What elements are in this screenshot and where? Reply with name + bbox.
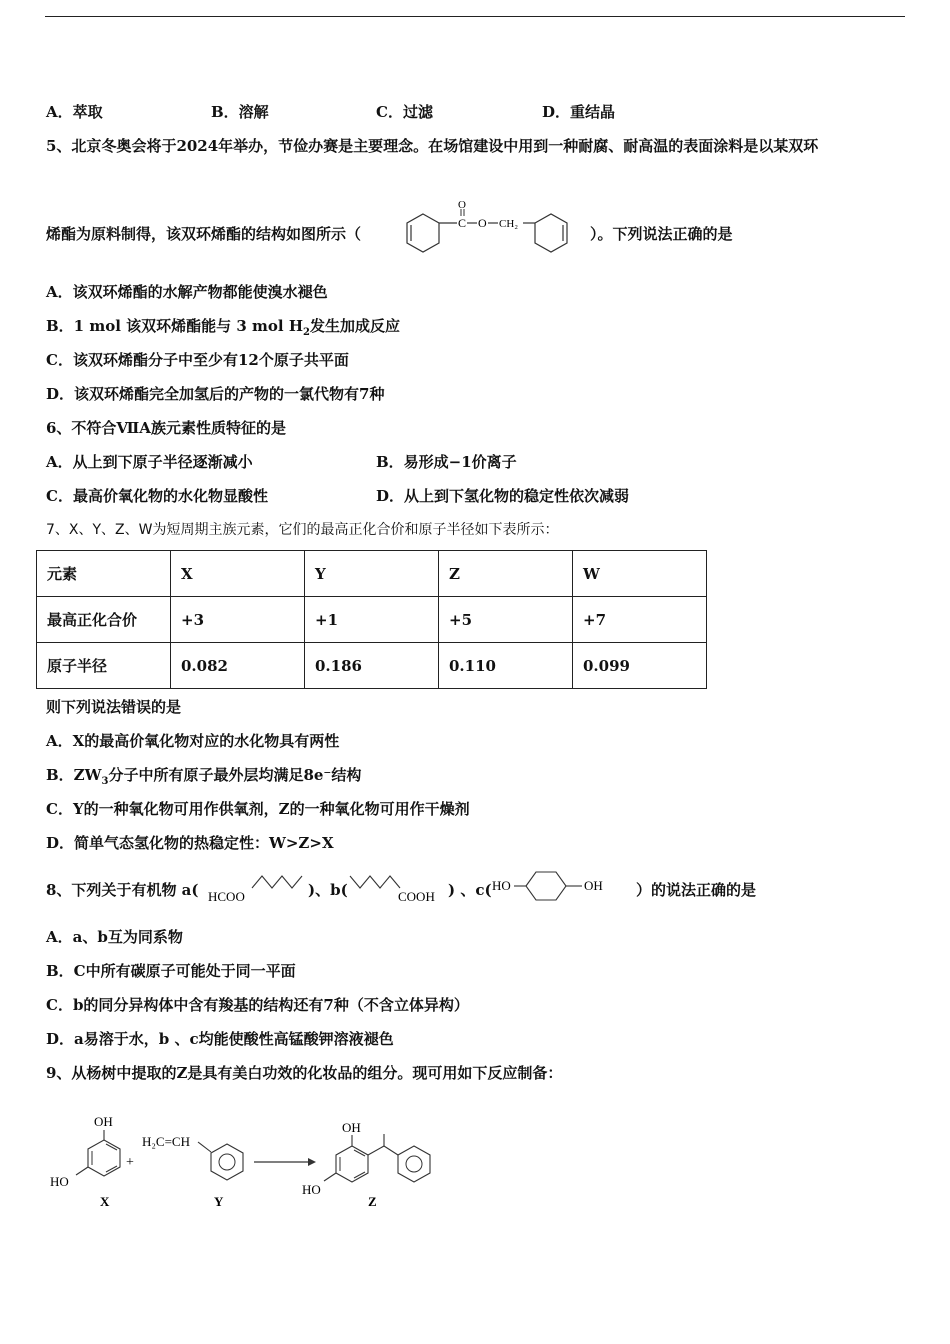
q4-option-a: A．萃取: [46, 103, 103, 121]
q8-structure-a: [206, 868, 306, 906]
table-row: [37, 597, 707, 643]
q7-follow: 则下列说法错误的是: [46, 698, 182, 716]
table-cell: +3: [171, 597, 305, 643]
q9-z-oh: OH: [342, 1120, 361, 1135]
q5-struct-o2: O: [478, 216, 487, 230]
q8-structure-c: [490, 868, 630, 904]
q9-x-oh: OH: [94, 1114, 113, 1129]
q5-ester-structure: [395, 196, 585, 264]
q9-reaction-scheme: [46, 1108, 446, 1218]
q5-struct-o: O: [458, 199, 466, 211]
q8-stem-c: ) 、c(: [448, 881, 492, 899]
q5-struct-ch2: CH₂: [499, 218, 519, 230]
table-cell: 0.186: [305, 643, 439, 689]
table-cell: 0.099: [573, 643, 707, 689]
q5-option-c: C．该双环烯酯分子中至少有12个原子共平面: [46, 351, 349, 369]
q9-x-label: X: [100, 1194, 110, 1209]
q7-option-c: C．Y的一种氧化物可用作供氧剂，Z的一种氧化物可用作干燥剂: [46, 800, 470, 818]
q9-plus: +: [126, 1155, 134, 1170]
q8-b-label: COOH: [398, 889, 435, 904]
q9-y-label: Y: [214, 1194, 224, 1209]
q9-x-ho: HO: [50, 1174, 69, 1189]
q8-c-oh: OH: [584, 878, 603, 893]
q7-table: [36, 550, 707, 689]
q7-option-b: B．$ZW_3$分子中所有原子最外层均满足8e⁻结构: [46, 766, 362, 787]
q8-stem-end: ）的说法正确的是: [636, 881, 757, 899]
table-cell: 最高正化合价: [37, 597, 171, 643]
q6-option-b: B．易形成−1价离子: [376, 453, 517, 471]
q8-option-d: D．a易溶于水，b 、c均能使酸性高锰酸钾溶液褪色: [46, 1030, 394, 1048]
q9-stem: 9、从杨树中提取的Z是具有美白功效的化妆品的组分。现可用如下反应制备：: [46, 1064, 563, 1082]
q8-stem-b: )、b(: [308, 881, 348, 899]
table-row: [37, 643, 707, 689]
q6-option-d: D．从上到下氢化物的稳定性依次减弱: [376, 487, 630, 505]
q8-a-label: HCOO: [208, 889, 245, 904]
table-cell: 原子半径: [37, 643, 171, 689]
q5-option-a: A．该双环烯酯的水解产物都能使溴水褪色: [46, 283, 328, 301]
q5-stem-line2a: 烯酯为原料制得，该双环烯酯的结构如图所示（: [46, 225, 362, 243]
q6-option-c: C．最高价氧化物的水化物显酸性: [46, 487, 268, 505]
q9-y-formula: H₂C=CH: [142, 1134, 190, 1149]
q7-option-d: D．简单气态氢化物的热稳定性：W>Z>X: [46, 834, 334, 852]
q6-stem: 6、不符合ⅦA族元素性质特征的是: [46, 419, 286, 437]
q7-option-a: A．X的最高价氧化物对应的水化物具有两性: [46, 732, 340, 750]
table-cell: +1: [305, 597, 439, 643]
table-cell: Z: [439, 551, 573, 597]
table-cell: W: [573, 551, 707, 597]
table-row: [37, 551, 707, 597]
header-rule: [45, 16, 905, 17]
table-cell: X: [171, 551, 305, 597]
q8-c-ho: HO: [492, 878, 511, 893]
q8-structure-b: [348, 868, 448, 906]
table-cell: 元素: [37, 551, 171, 597]
q5-stem-line2b: ）。下列说法正确的是: [590, 225, 733, 243]
table-cell: 0.082: [171, 643, 305, 689]
q8-stem-a: 8、下列关于有机物 a(: [46, 881, 199, 899]
q8-option-a: A．a、b互为同系物: [46, 928, 183, 946]
q5-option-b: B．1 mol 该双环烯酯能与 3 mol $H_2$发生加成反应: [46, 317, 400, 338]
q5-struct-c: C: [458, 216, 467, 230]
q9-z-label: Z: [368, 1194, 377, 1209]
q5-option-d: D．该双环烯酯完全加氢后的产物的一氯代物有7种: [46, 385, 385, 403]
q4-option-c: C．过滤: [376, 103, 433, 121]
q4-option-b: B．溶解: [211, 103, 269, 121]
q9-z-ho: HO: [302, 1182, 321, 1197]
table-cell: 0.110: [439, 643, 573, 689]
q4-option-d: D．重结晶: [542, 103, 616, 121]
q8-option-b: B．C中所有碳原子可能处于同一平面: [46, 962, 296, 980]
q5-stem-line1: 5、北京冬奥会将于2024年举办，节俭办赛是主要理念。在场馆建设中用到一种耐腐、耐高温的表面涂料是以某双环: [46, 137, 819, 155]
q7-stem: 7、X、Y、Z、W为短周期主族元素，它们的最高正化合价和原子半径如下表所示：: [46, 522, 559, 538]
q6-option-a: A．从上到下原子半径逐渐减小: [46, 453, 253, 471]
table-cell: +5: [439, 597, 573, 643]
q8-option-c: C．b的同分异构体中含有羧基的结构还有7种（不含立体异构）: [46, 996, 469, 1014]
table-cell: Y: [305, 551, 439, 597]
table-cell: +7: [573, 597, 707, 643]
